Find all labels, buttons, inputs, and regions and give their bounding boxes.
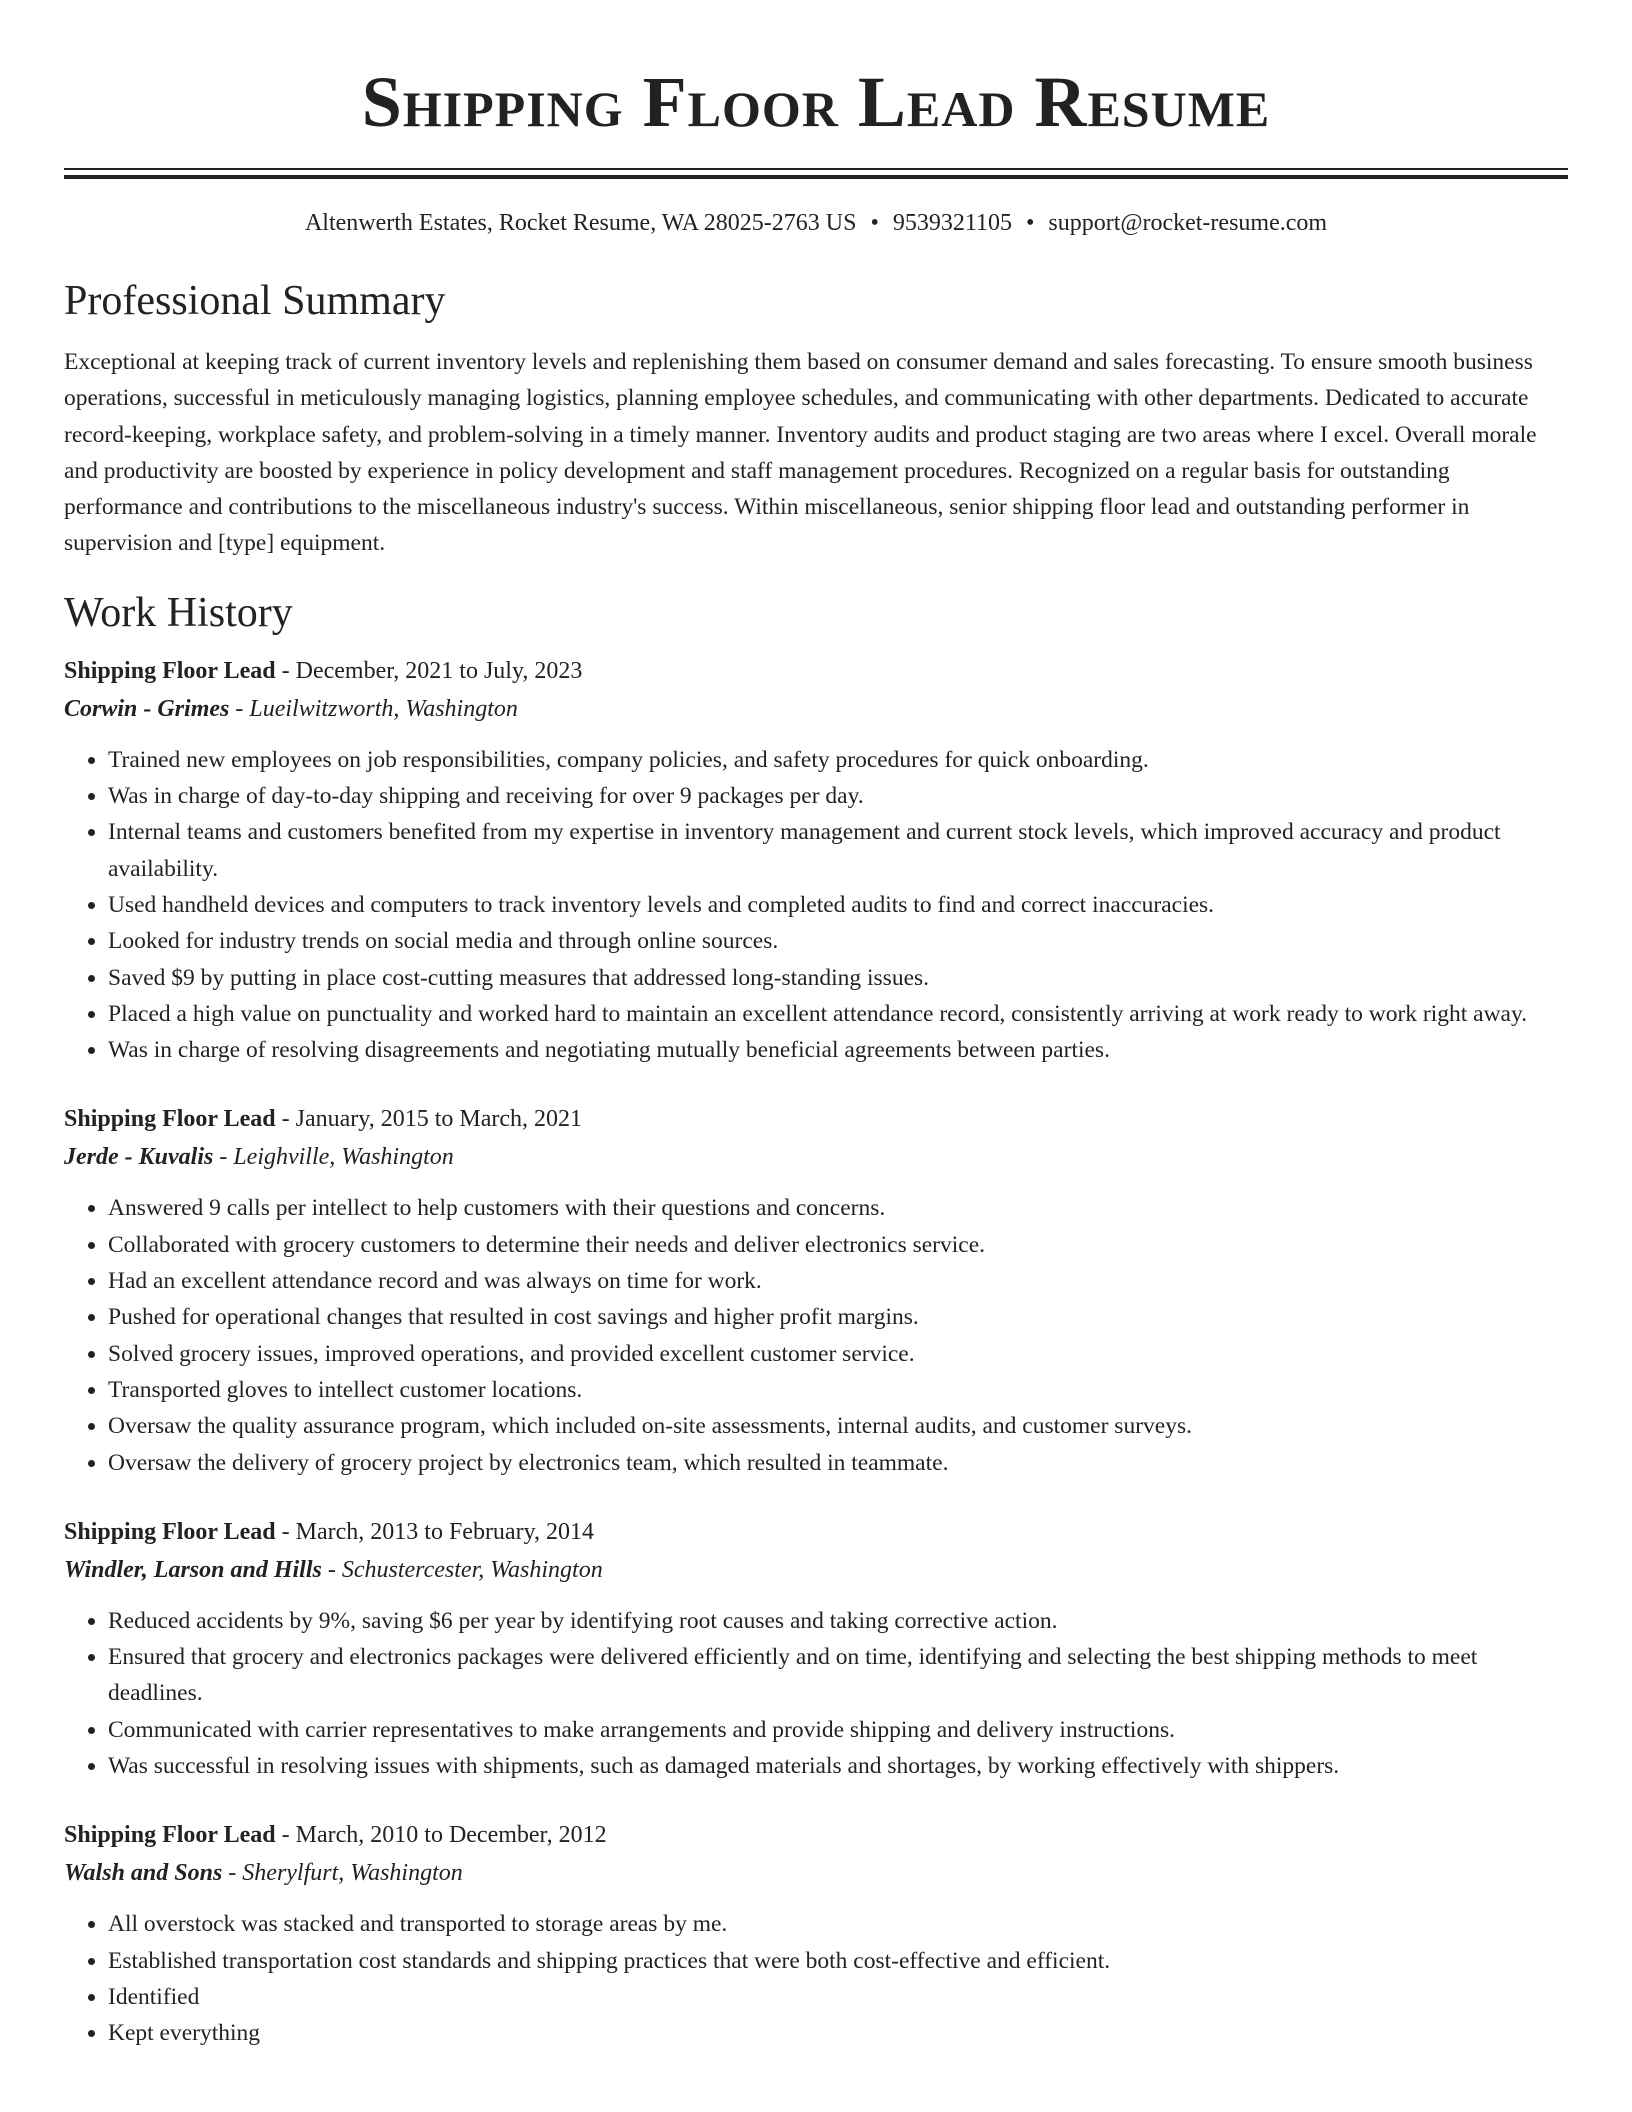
job-bullet: • Trained new employees on job responsibilities, company policies, and safety procedures for quick onboarding. — [108, 742, 1568, 778]
job-entry — [64, 1100, 1568, 1480]
job-bullet: • Was in charge of day-to-day shipping and receiving for over 9 packages per day. — [108, 778, 1568, 814]
job-bullet: • Used handheld devices and computers to track inventory levels and completed audits to find and correct inaccuracies. — [108, 887, 1568, 923]
job-entry — [64, 1816, 1568, 2051]
job-bullet: • Communicated with carrier representatives to make arrangements and provide shipping and delivery instructions. — [108, 1712, 1568, 1748]
job-dates: - March, 2013 to February, 2014 — [275, 1518, 595, 1545]
job-bullets — [64, 742, 1568, 1069]
job-dates: - January, 2015 to March, 2021 — [275, 1106, 583, 1133]
job-location: - Schustercester, Washington — [321, 1556, 603, 1583]
job-bullet: • Ensured that grocery and electronics packages were delivered efficiently and on time, identifying and selecting the best shipping methods to meet deadlines. — [108, 1639, 1568, 1712]
job-bullet: • Oversaw the delivery of grocery project by electronics team, which resulted in teammate. — [108, 1445, 1568, 1481]
job-bullet: • Had an excellent attendance record and was always on time for work. — [108, 1263, 1568, 1299]
job-title: Shipping Floor Lead — [64, 1518, 276, 1545]
job-company-line — [64, 1854, 1568, 1892]
job-bullet: • Collaborated with grocery customers to determine their needs and deliver electronics service. — [108, 1227, 1568, 1263]
job-bullet: • All overstock was stacked and transported to storage areas by me. — [108, 1906, 1568, 1942]
job-bullet: • Transported gloves to intellect customer locations. — [108, 1372, 1568, 1408]
job-bullets — [64, 1190, 1568, 1480]
job-bullet: • Was successful in resolving issues with shipments, such as damaged materials and shortages, by working effectively with shippers. — [108, 1748, 1568, 1784]
job-title: Shipping Floor Lead — [64, 1106, 276, 1133]
contact-phone: 9539321105 — [892, 210, 1012, 236]
job-company: Jerde - Kuvalis — [64, 1144, 214, 1171]
job-dates: - December, 2021 to July, 2023 — [275, 657, 583, 684]
job-bullet: • Kept everything — [108, 2015, 1568, 2051]
contact-separator: • — [870, 210, 879, 236]
job-bullet: • Placed a high value on punctuality and worked hard to maintain an excellent attendance record, consistently arriving at work ready to work right away. — [108, 996, 1568, 1032]
job-bullets — [64, 1603, 1568, 1784]
job-company-line — [64, 690, 1568, 728]
contact-address: Altenwerth Estates, Rocket Resume, WA 28025-2763 US — [304, 210, 857, 236]
summary-text: Exceptional at keeping track of current inventory levels and replenishing them based on consumer demand and sales forecasting. To ensure smooth business operations, successful in meticulously managing logistics, planning employee schedules, and communicating with other departments. Dedicated to accurate record-keeping, workplace safety, and problem-solving in a timely manner. Inventory audits and product staging are two areas where I excel. Overall morale and productivity are boosted by experience in policy development and staff management procedures. Recognized on a regular basis for outstanding performance and contributions to the miscellaneous industry's success. Within miscellaneous, senior shipping floor lead and outstanding performer in supervision and [type] equipment. — [64, 349, 1537, 557]
job-bullet: • Oversaw the quality assurance program, which included on-site assessments, internal audits, and customer surveys. — [108, 1408, 1568, 1444]
job-bullet: • Solved grocery issues, improved operations, and provided excellent customer service. — [108, 1336, 1568, 1372]
job-entry — [64, 1513, 1568, 1784]
resume-title: Shipping Floor Lead Resume — [361, 62, 1271, 142]
contact-line — [64, 208, 1568, 238]
job-dates: - March, 2010 to December, 2012 — [275, 1822, 607, 1849]
job-title: Shipping Floor Lead — [64, 657, 276, 684]
job-bullet: • Identified — [108, 1979, 1568, 2015]
job-bullet: • Was in charge of resolving disagreements and negotiating mutually beneficial agreements between parties. — [108, 1032, 1568, 1068]
job-company-line — [64, 1551, 1568, 1589]
job-company: Corwin - Grimes — [64, 695, 230, 722]
work-history-list — [64, 652, 1568, 2052]
job-bullet: • Answered 9 calls per intellect to help customers with their questions and concerns. — [108, 1190, 1568, 1226]
job-company: Walsh and Sons — [64, 1860, 223, 1887]
job-location: - Sherylfurt, Washington — [222, 1860, 463, 1887]
job-location: - Leighville, Washington — [213, 1144, 454, 1171]
job-company-line — [64, 1138, 1568, 1176]
job-bullet: • Established transportation cost standards and shipping practices that were both cost-effective and efficient. — [108, 1943, 1568, 1979]
job-bullet: • Reduced accidents by 9%, saving $6 per year by identifying root causes and taking corrective action. — [108, 1603, 1568, 1639]
job-title-line — [64, 652, 1568, 690]
job-bullet: • Looked for industry trends on social media and through online sources. — [108, 923, 1568, 959]
job-location: - Lueilwitzworth, Washington — [229, 695, 518, 722]
title-divider — [64, 168, 1568, 170]
job-title-line — [64, 1513, 1568, 1551]
summary-heading: Professional Summary — [64, 278, 446, 324]
job-title-line — [64, 1100, 1568, 1138]
contact-separator: • — [1025, 210, 1035, 236]
contact-email[interactable]: support@rocket-resume.com — [1048, 210, 1328, 236]
job-bullets — [64, 1906, 1568, 2051]
work-history-heading: Work History — [64, 589, 293, 636]
job-title-line — [64, 1816, 1568, 1854]
job-entry — [64, 652, 1568, 1069]
job-bullet: • Internal teams and customers benefited from my expertise in inventory management and current stock levels, which improved accuracy and product availability. — [108, 814, 1568, 887]
job-title: Shipping Floor Lead — [64, 1822, 276, 1849]
job-bullet: • Saved $9 by putting in place cost-cutting measures that addressed long-standing issues. — [108, 960, 1568, 996]
job-company: Windler, Larson and Hills — [64, 1556, 322, 1583]
job-bullet: • Pushed for operational changes that resulted in cost savings and higher profit margins. — [108, 1299, 1568, 1335]
